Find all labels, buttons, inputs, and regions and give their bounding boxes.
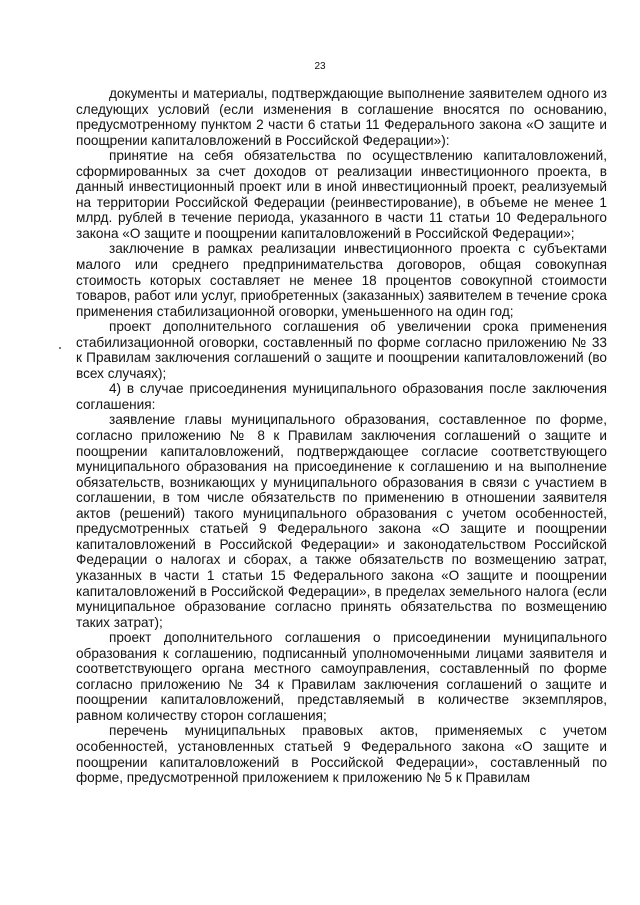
margin-mark <box>59 347 61 349</box>
paragraph: перечень муниципальных правовых актов, применяемых с учетом особенностей, установленных статьей 9 Федерального закона «О защите и поощрении капиталовложений в Российской Федерации», составленный по форме, предусмотренной приложением к приложению № 5 к Правилам <box>76 723 607 786</box>
paragraph: заявление главы муниципального образования, составленное по форме, согласно приложению № 8 к Правилам заключения соглашений о защите и поощрении капиталовложений, подтверждающее согласие соответствующего муниципального образования на присоединение к соглашению и на выполнение обязательств, возникающих у муниципального образования в связи с участием в соглашении, в том числе обязательств по применению в отношении заявителя актов (решений) такого муниципального образования с учетом особенностей, предусмотренных статьей 9 Федерального закона «О защите и поощрении капиталовложений в Российской Федерации» и законодательством Российской Федерации о налогах и сборах, а также обязательств по возмещению затрат, указанных в части 1 статьи 15 Федерального закона «О защите и поощрении капиталовложений в Российской Федерации», в пределах земельного налога (если муниципальное образование согласно принять обязательства по возмещению таких затрат); <box>76 412 607 630</box>
page-number: 23 <box>314 61 326 72</box>
paragraph: принятие на себя обязательства по осуществлению капиталовложений, сформированных за счет доходов от реализации инвестиционного проекта, в данный инвестиционный проект или в иной инвестиционный проект, реализуемый на территории Российской Федерации (реинвестирование), в объеме не менее 1 млрд. рублей в течение периода, указанного в части 11 статьи 10 Федерального закона «О защите и поощрении капиталовложений в Российской Федерации»; <box>76 148 607 241</box>
paragraph: 4) в случае присоединения муниципального образования после заключения соглашения: <box>76 381 607 412</box>
paragraph: заключение в рамках реализации инвестиционного проекта с субъектами малого или среднего предпринимательства договоров, общая совокупная стоимость которых составляет не менее 18 процентов совокупной стоимости товаров, работ или услуг, приобретенных (заказанных) заявителем в течение срока применения стабилизационной оговорки, уменьшенного на один год; <box>76 241 607 319</box>
body-text <box>76 86 607 786</box>
paragraph: проект дополнительного соглашения об увеличении срока применения стабилизационной оговорки, составленный по форме согласно приложению № 33 к Правилам заключения соглашений о защите и поощрении капиталовложений (во всех случаях); <box>76 319 607 381</box>
paragraph: проект дополнительного соглашения о присоединении муниципального образования к соглашению, подписанный уполномоченными лицами заявителя и соответствующего органа местного самоуправления, составленный по форме согласно приложению № 34 к Правилам заключения соглашений о защите и поощрении капиталовложений, представляемый в количестве экземпляров, равном количеству сторон соглашения; <box>76 630 607 723</box>
paragraph: документы и материалы, подтверждающие выполнение заявителем одного из следующих условий (если изменения в соглашение вносятся по основанию, предусмотренному пунктом 2 части 6 статьи 11 Федерального закона «О защите и поощрении капиталовложений в Российской Федерации»): <box>76 86 607 148</box>
